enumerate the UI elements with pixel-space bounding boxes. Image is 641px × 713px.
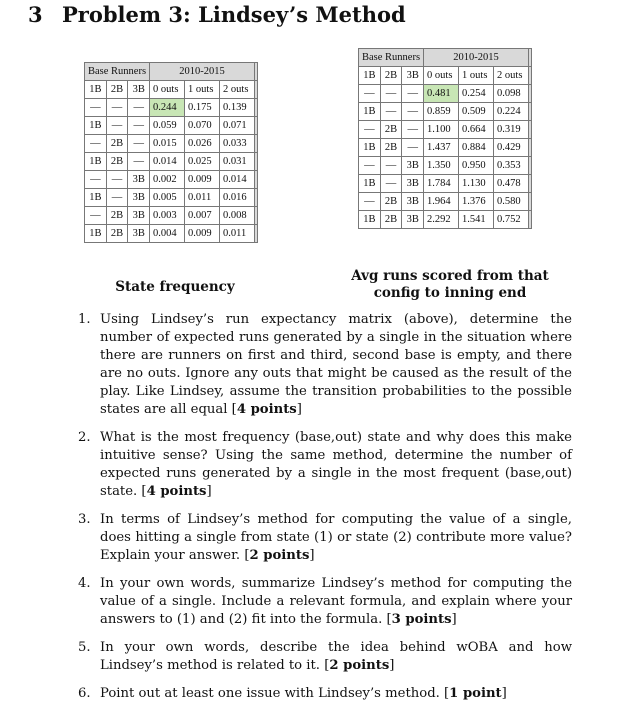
base-state-cell: 1B <box>359 103 381 121</box>
table-edge <box>529 121 532 139</box>
value-cell: 0.752 <box>494 211 529 229</box>
table-subheader-row <box>85 81 258 99</box>
outs-column-header: 1 outs <box>185 81 220 99</box>
avg-runs-caption-line2: config to inning end <box>373 285 527 301</box>
base-state-cell: — <box>128 135 150 153</box>
value-cell: 0.033 <box>220 135 255 153</box>
table-edge <box>529 211 532 229</box>
table-edge <box>529 157 532 175</box>
base-state-cell: 2B <box>106 207 128 225</box>
value-cell: 1.437 <box>424 139 459 157</box>
avg-runs-caption <box>340 268 560 302</box>
table-edge <box>255 81 258 99</box>
outs-column-header: 2 outs <box>220 81 255 99</box>
base-state-cell: — <box>380 103 402 121</box>
value-cell: 0.244 <box>150 99 185 117</box>
value-cell: 0.004 <box>150 225 185 243</box>
question-number: 5. <box>78 640 91 655</box>
table-edge <box>255 189 258 207</box>
question-bracket: ] <box>309 548 315 563</box>
outs-column-header: 0 outs <box>424 67 459 85</box>
question-item <box>78 639 572 675</box>
question-list <box>78 311 572 713</box>
question-points: 3 points <box>391 612 452 627</box>
value-cell: 0.003 <box>150 207 185 225</box>
value-cell: 0.007 <box>185 207 220 225</box>
table-row <box>85 99 258 117</box>
base-state-cell: 2B <box>380 121 402 139</box>
avg-runs-table <box>358 48 532 229</box>
question-text: In terms of Lindsey’s method for computing the value of a single, does hitting a single from state (1) or state (2) contribute more value? Explain your answer. [ <box>100 512 572 563</box>
base-state-cell: — <box>106 99 128 117</box>
table-row <box>85 189 258 207</box>
table-edge <box>255 135 258 153</box>
value-cell: 0.011 <box>185 189 220 207</box>
value-cell: 1.130 <box>459 175 494 193</box>
avg-runs-caption-line1: Avg runs scored from that <box>351 268 549 284</box>
question-bracket: ] <box>206 484 212 499</box>
question-text: In your own words, describe the idea behind wOBA and how Lindsey’s method is related to it. [ <box>100 640 572 673</box>
value-cell: 0.884 <box>459 139 494 157</box>
base-state-cell: 3B <box>128 189 150 207</box>
base-state-cell: 2B <box>380 139 402 157</box>
table-edge <box>255 171 258 189</box>
question-item <box>78 511 572 565</box>
base-column-header: 3B <box>128 81 150 99</box>
value-cell: 0.098 <box>494 85 529 103</box>
section-title: Problem 3: Lindsey’s Method <box>62 2 406 27</box>
base-state-cell: — <box>128 153 150 171</box>
question-points: 1 point <box>449 686 502 701</box>
base-column-header: 1B <box>85 81 107 99</box>
outs-column-header: 0 outs <box>150 81 185 99</box>
value-cell: 0.009 <box>185 225 220 243</box>
value-cell: 0.859 <box>424 103 459 121</box>
base-column-header: 3B <box>402 67 424 85</box>
value-cell: 0.481 <box>424 85 459 103</box>
base-state-cell: — <box>380 175 402 193</box>
table-header-row <box>85 63 258 81</box>
base-state-cell: — <box>402 139 424 157</box>
outs-column-header: 2 outs <box>494 67 529 85</box>
base-state-cell: — <box>402 103 424 121</box>
question-number: 2. <box>78 430 91 445</box>
table-edge <box>529 49 532 67</box>
base-state-cell: — <box>85 171 107 189</box>
base-state-cell: 1B <box>85 117 107 135</box>
base-column-header: 2B <box>380 67 402 85</box>
question-item <box>78 429 572 501</box>
question-item <box>78 311 572 419</box>
base-runners-header: Base Runners <box>85 63 150 81</box>
base-state-cell: — <box>85 207 107 225</box>
table-row <box>85 117 258 135</box>
question-text: Using Lindsey’s run expectancy matrix (above), determine the number of expected runs generated by a single in the situation where there are runners on first and third, second base is empty, and there are no outs. Ignore any outs that might be caused as the result of the play. Like Lindsey, assume the transition probabilities to the possible states are all equal [ <box>100 312 572 417</box>
table-edge <box>255 153 258 171</box>
question-item <box>78 685 572 703</box>
table-row <box>359 211 532 229</box>
value-cell: 0.478 <box>494 175 529 193</box>
base-state-cell: — <box>106 189 128 207</box>
base-runners-header: Base Runners <box>359 49 424 67</box>
value-cell: 0.139 <box>220 99 255 117</box>
table-row <box>359 193 532 211</box>
base-state-cell: — <box>359 85 381 103</box>
base-state-cell: — <box>359 193 381 211</box>
base-state-cell: 2B <box>380 193 402 211</box>
base-state-cell: 3B <box>128 207 150 225</box>
question-text: In your own words, summarize Lindsey’s method for computing the value of a single. Include a relevant formula, and explain where your answers to (1) and (2) fit into the formula. [ <box>100 576 572 627</box>
value-cell: 0.254 <box>459 85 494 103</box>
question-item <box>78 575 572 629</box>
value-cell: 0.016 <box>220 189 255 207</box>
table-row <box>359 157 532 175</box>
base-state-cell: 3B <box>128 225 150 243</box>
section-heading <box>28 2 406 27</box>
table-edge <box>529 67 532 85</box>
value-cell: 0.026 <box>185 135 220 153</box>
base-state-cell: — <box>402 121 424 139</box>
base-state-cell: 3B <box>128 171 150 189</box>
base-state-cell: — <box>128 99 150 117</box>
value-cell: 0.014 <box>150 153 185 171</box>
value-cell: 0.009 <box>185 171 220 189</box>
base-state-cell: 3B <box>402 193 424 211</box>
base-state-cell: 1B <box>359 139 381 157</box>
table-row <box>359 103 532 121</box>
base-state-cell: — <box>106 117 128 135</box>
value-cell: 1.100 <box>424 121 459 139</box>
state-frequency-caption: State frequency <box>115 279 235 295</box>
question-number: 4. <box>78 576 91 591</box>
state-frequency-table <box>84 62 258 243</box>
table-edge <box>255 63 258 81</box>
question-number: 1. <box>78 312 91 327</box>
table-subheader-row <box>359 67 532 85</box>
table-row <box>359 121 532 139</box>
base-state-cell: — <box>402 85 424 103</box>
value-cell: 0.002 <box>150 171 185 189</box>
base-state-cell: 3B <box>402 211 424 229</box>
table-row <box>85 171 258 189</box>
value-cell: 0.509 <box>459 103 494 121</box>
value-cell: 0.005 <box>150 189 185 207</box>
value-cell: 1.376 <box>459 193 494 211</box>
value-cell: 0.071 <box>220 117 255 135</box>
table-row <box>85 153 258 171</box>
table-row <box>359 139 532 157</box>
base-state-cell: 2B <box>380 211 402 229</box>
value-cell: 0.950 <box>459 157 494 175</box>
years-header: 2010-2015 <box>424 49 529 67</box>
table-edge <box>529 139 532 157</box>
base-column-header: 2B <box>106 81 128 99</box>
value-cell: 0.175 <box>185 99 220 117</box>
outs-column-header: 1 outs <box>459 67 494 85</box>
value-cell: 0.353 <box>494 157 529 175</box>
base-state-cell: — <box>359 157 381 175</box>
base-state-cell: — <box>85 99 107 117</box>
table-edge <box>255 207 258 225</box>
question-bracket: ] <box>501 686 507 701</box>
table-edge <box>255 117 258 135</box>
value-cell: 0.319 <box>494 121 529 139</box>
table-edge <box>529 85 532 103</box>
base-column-header: 1B <box>359 67 381 85</box>
value-cell: 0.015 <box>150 135 185 153</box>
value-cell: 1.784 <box>424 175 459 193</box>
base-state-cell: 2B <box>106 153 128 171</box>
question-number: 6. <box>78 686 91 701</box>
base-state-cell: 1B <box>85 189 107 207</box>
table-edge <box>529 103 532 121</box>
base-state-cell: — <box>106 171 128 189</box>
value-cell: 0.580 <box>494 193 529 211</box>
question-text: Point out at least one issue with Lindsey’s method. [ <box>100 686 450 701</box>
table-header-row <box>359 49 532 67</box>
value-cell: 0.664 <box>459 121 494 139</box>
base-state-cell: — <box>359 121 381 139</box>
table-row <box>85 225 258 243</box>
table-row <box>359 85 532 103</box>
base-state-cell: — <box>380 157 402 175</box>
question-points: 2 points <box>329 658 390 673</box>
value-cell: 0.031 <box>220 153 255 171</box>
years-header: 2010-2015 <box>150 63 255 81</box>
value-cell: 0.070 <box>185 117 220 135</box>
value-cell: 2.292 <box>424 211 459 229</box>
base-state-cell: — <box>85 135 107 153</box>
question-number: 3. <box>78 512 91 527</box>
base-state-cell: — <box>128 117 150 135</box>
table-edge <box>529 193 532 211</box>
question-bracket: ] <box>389 658 395 673</box>
base-state-cell: — <box>380 85 402 103</box>
value-cell: 1.964 <box>424 193 459 211</box>
question-points: 2 points <box>249 548 310 563</box>
section-number: 3 <box>28 2 43 27</box>
base-state-cell: 2B <box>106 135 128 153</box>
value-cell: 1.541 <box>459 211 494 229</box>
value-cell: 0.008 <box>220 207 255 225</box>
question-bracket: ] <box>451 612 457 627</box>
base-state-cell: 1B <box>85 153 107 171</box>
value-cell: 0.429 <box>494 139 529 157</box>
question-bracket: ] <box>296 402 302 417</box>
value-cell: 1.350 <box>424 157 459 175</box>
base-state-cell: 1B <box>359 211 381 229</box>
value-cell: 0.224 <box>494 103 529 121</box>
table-edge <box>255 99 258 117</box>
question-points: 4 points <box>146 484 207 499</box>
table-row <box>359 175 532 193</box>
table-edge <box>529 175 532 193</box>
value-cell: 0.059 <box>150 117 185 135</box>
base-state-cell: 2B <box>106 225 128 243</box>
table-row <box>85 207 258 225</box>
base-state-cell: 1B <box>85 225 107 243</box>
base-state-cell: 3B <box>402 175 424 193</box>
value-cell: 0.025 <box>185 153 220 171</box>
value-cell: 0.011 <box>220 225 255 243</box>
question-text: What is the most frequency (base,out) state and why does this make intuitive sense? Using the same method, determine the number of expected runs generated by a single in the most frequent (base,out) state. [ <box>100 430 572 499</box>
table-row <box>85 135 258 153</box>
table-edge <box>255 225 258 243</box>
base-state-cell: 1B <box>359 175 381 193</box>
question-points: 4 points <box>236 402 297 417</box>
base-state-cell: 3B <box>402 157 424 175</box>
value-cell: 0.014 <box>220 171 255 189</box>
